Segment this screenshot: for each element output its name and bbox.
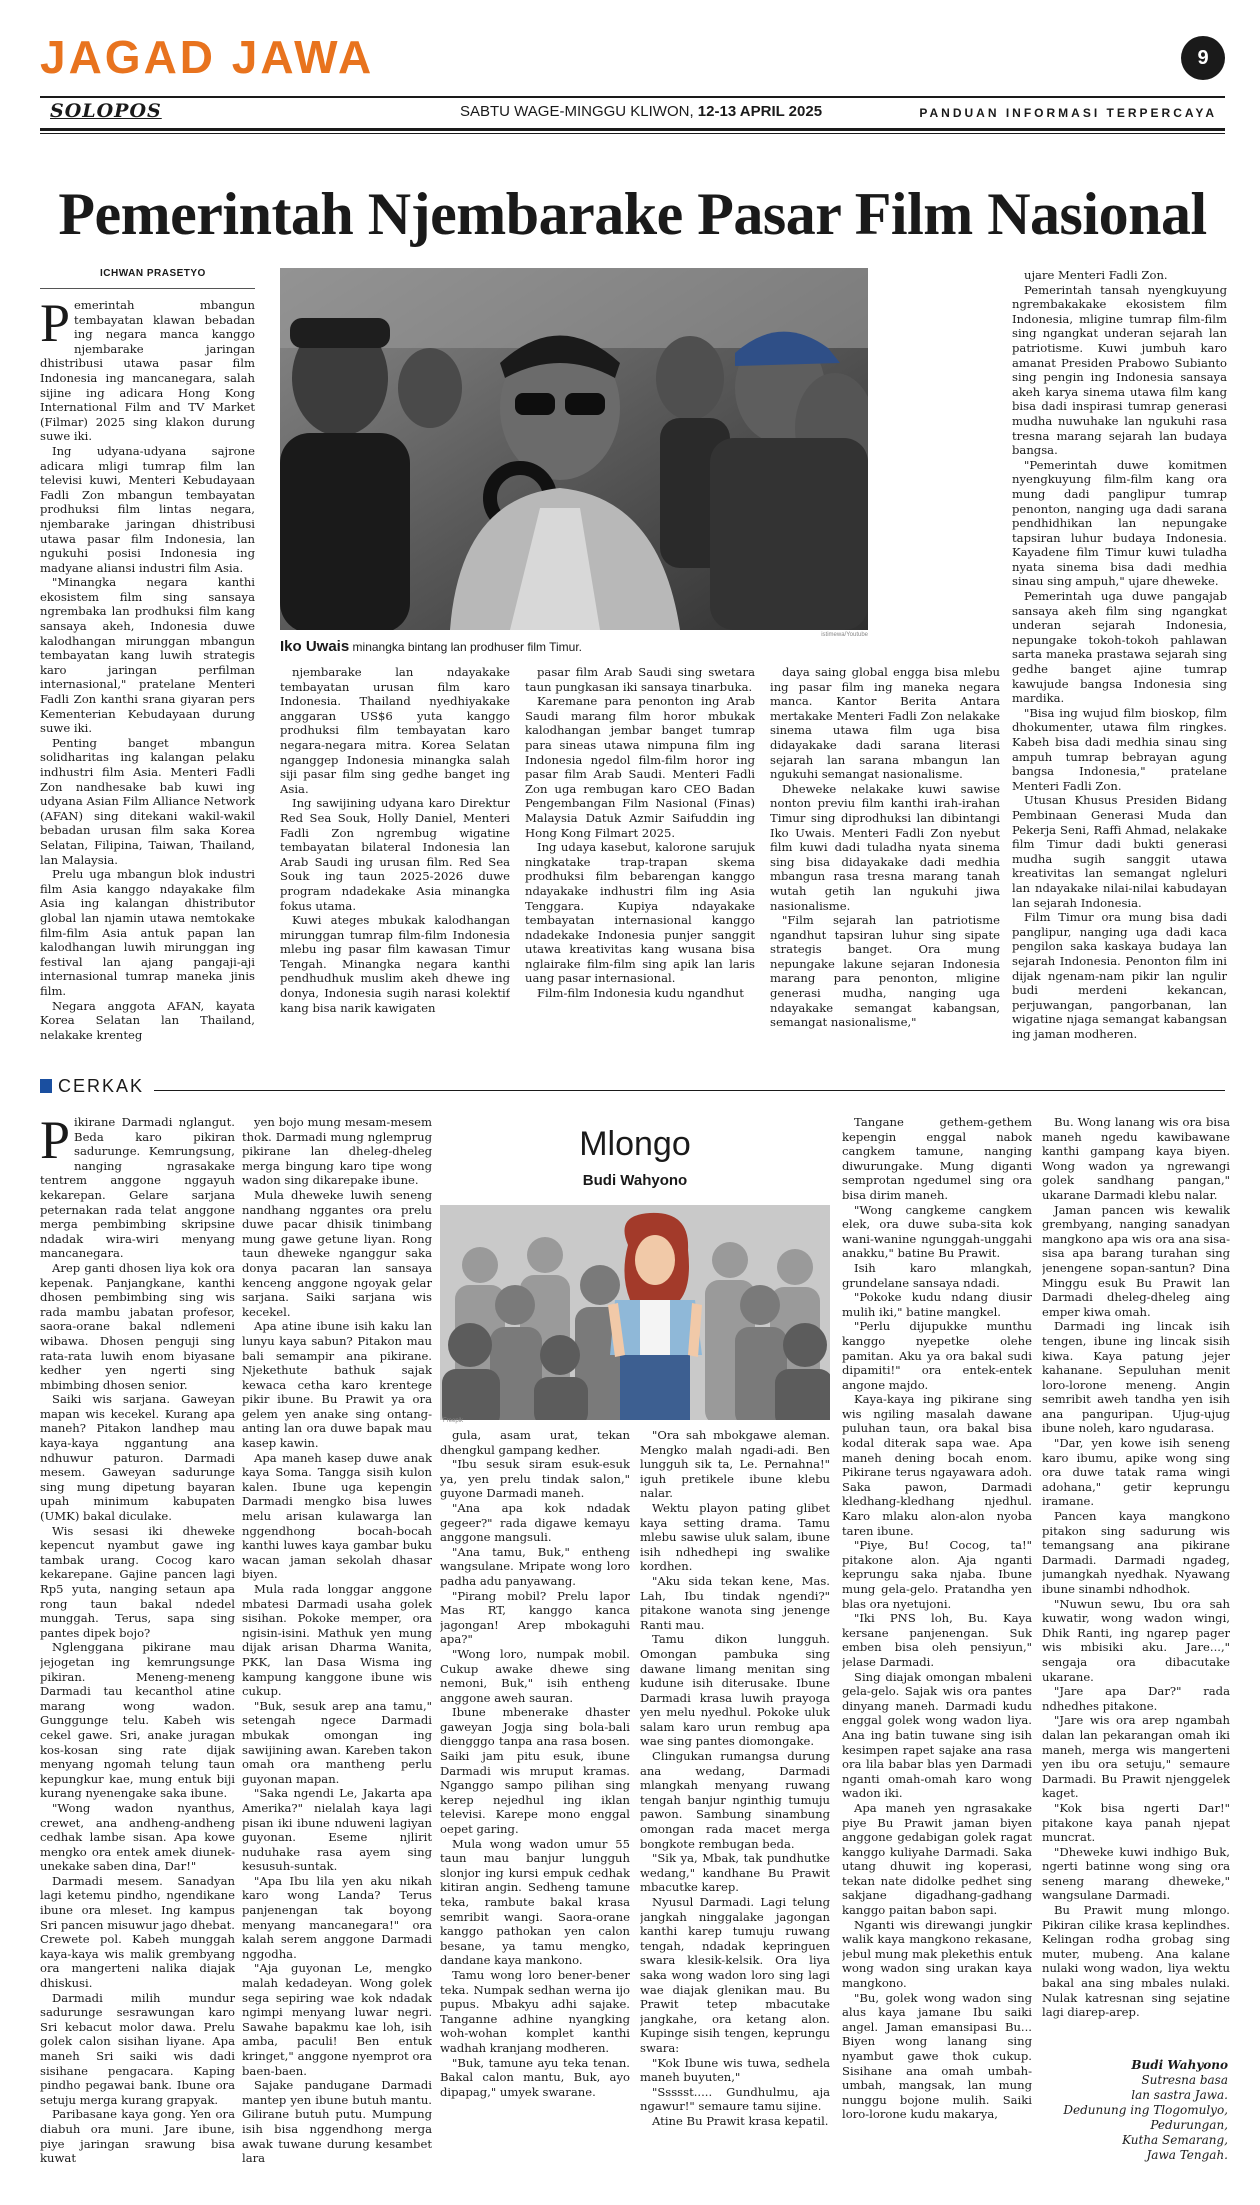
paragraph: "Minangka negara kanthi ekosistem film sing sansaya ngrembaka lan prodhuksi film kang sansaya akeh, Indonesia duwe kalodhangan mirunggan mbangun tembayatan kang luwih strategis karo jaringan perfilman internasional," pratelane Menteri Fadli Zon kanthi srana giyaran pers Kementerian Kebudayaan durung suwe iki. (40, 575, 255, 736)
page-number-badge: 9 (1181, 36, 1225, 80)
paragraph: Utusan Khusus Presiden Bidang Pembinaan Generasi Muda dan Pekerja Seni, Raffi Ahmad, nelakake film Timur dadi bukti generasi mudha sugih sanggit utawa kreativitas lan semangat ngleluri lan ndayakake nilai-nilai kabudayan lan sejarah Indonesia. (1012, 793, 1227, 910)
paragraph: Karemane para penonton ing Arab Saudi marang film horor mbukak kalodhangan jembar banget tumrap para sineas utawa nimpuna film ing Indonesia ngedol film-film horor ing pasar film Arab Saudi. Menteri Fadli Zon uga rembugan karo CEO Badan Pengembangan Film Nasional (Finas) Malaysia Datuk Azmir Saifuddin ing Hong Kong Filmart 2025. (525, 694, 755, 840)
paragraph: "Film sejarah lan patriotisme ngandhut tapsiran luhur sing sipate strategis banget. Ora mung nepungake lakune sejaran Indonesia marang para penonton, mligine generasi mudha, nanging uga ndayakake semangat kabangsan, semangat nasionalisme," (770, 913, 1000, 1030)
paragraph: Nglenggana pikirane mau jejogetan ing kemrungsunge pikiran. Meneng-meneng Darmadi tau kecanthol atine marang wong wadon. Gunggunge telu. Kabeh wis cekel gawe. Sri, anake juragan kos-kosan sing rate dijak menyang ngomah telung taun kepungkur kae, mung entuk biji kurang nyenengake saka ibune. (40, 1640, 235, 1801)
paragraph: "Piye, Bu! Cocog, ta!" pitakone alon. Aja nganti keprungu saka njaba. Ibune mung gela-gelo. Pratandha yen blas ora nyetujoni. (842, 1538, 1032, 1611)
photo-film-crew (280, 268, 868, 630)
paragraph: "Pemerintah duwe komitmen nyengkuyung film-film kang ora mung dadi panglipur tumrap penonton, nanging uga dadi sarana pendhidhikan lan nepungake tapsiran luhur budaya Indonesia. Kayadene film Timur kuwi tuladha nyata sinema bisa dadi medhia sinau sing ampuh," ujare dheweke. (1012, 457, 1227, 589)
paragraph: Apa maneh yen ngrasakake piye Bu Prawit jaman biyen anggone gedabigan golek ragat kanggo kuliyahe Darmadi. Saka utang dhuwit ing koperasi, tekan nate didolke pedhet sing sakjane digadhang-gadhang kanggo paitan babon sapi. (842, 1800, 1032, 1918)
story-column-3 (440, 1428, 630, 2200)
paragraph: "Jare apa Dar?" rada ndhedhes pitakone. (1042, 1684, 1230, 1713)
paragraph: Isih karo mlangkah, grundelane sansaya ndadi. (842, 1260, 1032, 1290)
date-prefix: SABTU WAGE-MINGGU KLIWON, (460, 103, 694, 120)
paragraph: Atine Bu Prawit krasa kepatil. (652, 2113, 829, 2128)
paragraph: Nganti wis direwangi jungkir walik kaya mangkono rekasane, jebul mung mak plekethis entuk wong wadon sing urakan kaya mangkono. (842, 1917, 1032, 1991)
paragraph: "Buk, tamune ayu teka tenan. Bakal calon mantu, Buk, ayo dipapag," umyek swarane. (440, 2055, 630, 2099)
paragraph: Mula wong wadon umur 55 taun mau banjur lungguh slonjor ing kursi empuk cedhak kitiran angin. Sedheng tamune teka, rambute bakal krasa semribit wangi. Saora-orane kanggo pathokan yen calon besane, ya tamu mengko, dandane kaya mankono. (440, 1836, 630, 1968)
paragraph: Penting banget mbangun solidharitas ing kalangan pelaku indhustri film Asia. Menteri Fadli Zon nandhesake bab kuwi ing udyana Asian Film Alliance Network (AFAN) sing ditekani wakil-wakil bebadan urusan film saka Korea Selatan, Filipina, Taiwan, Thailand, lan Malaysia. (40, 735, 255, 867)
article-column-3 (525, 665, 755, 1050)
paragraph: Nyusul Darmadi. Lagi telung jangkah ninggalake jagongan kanthi karep tumuju ruwang tengah, ndadak kepringuen swara klesik-kelsik. Ora liya saka wong wadon loro sing lagi wae diajak glenikan mau. Bu Prawit tetep mbacutake jangkahe, ora ketang alon. Kupinge sisih tengen, keprungu swara: (640, 1895, 830, 2055)
section-label (40, 1076, 154, 1097)
paragraph: "Ana tamu, Buk," entheng wangsulane. Mripate wong loro padha adu panyawang. (440, 1544, 630, 1588)
illustration-credit: Freepik (443, 1418, 464, 1424)
paragraph: Tangane gethem-gethem kepengin enggal nabok cangkem tamune, nanging diwurungake. Mung diganti semprotan ngedumel sing ora bisa dirim maneh. (842, 1115, 1032, 1202)
paragraph: Pemerintah uga duwe pangajab sansaya akeh film sing ngangkat underan sejarah Indonesia, nepungake tokoh-tokoh pahlawan sarta maneka prastawa sejarah sing gedhe banget ajine tumrap kawujude bangsa Indonesia sing mardika. (1012, 589, 1227, 706)
section-label-text: CERKAK (58, 1076, 145, 1096)
paragraph: "Dar, yen kowe isih seneng karo ibumu, apike wong sing ora duwe tatak rama wingi adohana," getir keprungu iramane. (1042, 1436, 1230, 1509)
paragraph: Sing diajak omongan mbaleni gela-gelo. Sajak wis ora pantes dinyang maneh. Darmadi kudu enggal golek wong wadon liya. Ana ing batin tuwane sing isih kesimpen rapet sajake ana rasa ora lila babar blas yen Darmadi nganti omah-omah karo wong wadon iki. (842, 1669, 1032, 1801)
header-rule-thin (40, 133, 1225, 134)
paragraph: Kaya-kaya ing pikirane sing wis ngiling masalah dawane puluhan taun, ora bakal bisa kodal diterak sapa wae. Apa maneh dening bocah enom. Pikirane terus ngayawara adoh. Saka pawon, Darmadi kledhang-kledhang njedhul. Karo mlaku alon-alon nyoba taren ibune. (842, 1392, 1032, 1538)
dateline (460, 103, 822, 120)
paragraph: "Ora sah mbokgawe aleman. Mengko malah ngadi-adi. Ben lungguh sik ta, Le. Pernahna!" iguh pretikele ibune klebu nalar. (640, 1428, 830, 1501)
drop-cap: P (40, 1115, 71, 1170)
paragraph: "Wong loro, numpak mobil. Cukup awake dhewe sing nemoni, Buk," isih entheng anggone aweh sauran. (440, 1646, 630, 1705)
paragraph: Bu Prawit mung mlongo. Pikiran cilike krasa keplindhes. Kelingan rodha grobag sing muter, mubeng. Ana kalane nulaki wong wadon, liya wektu bakal ana sing mbales nulaki. Nulak katresnan sing sejatine lagi diarep-arep. (1042, 1903, 1230, 2020)
signature-line: Jawa Tengah. (1146, 2148, 1228, 2162)
paragraph: "Perlu dijupukke munthu kanggo nyepetke olehe pamitan. Aku ya ora bakal sudi dipamiti!" ora entek-entek angone majdo. (842, 1319, 1032, 1392)
article-column-2 (280, 665, 510, 1050)
paragraph: Darmadi mesem. Sanadyan lagi ketemu pindho, ngendikane ibune ora mleset. Ing kampus Sri pancen misuwur jago dhebat. Crewete pol. Kabeh munggah kaya-kaya wis malik grembyang ora mangerteni nalika diajak dhiskusi. (40, 1873, 235, 1991)
paragraph: "Aku sida tekan kene, Mas. Lah, Ibu tindak ngendi?" pitakone wanota sing jenenge Ranti mau. (640, 1573, 830, 1632)
story-column-5 (842, 1115, 1032, 2200)
signature-line: Dedunung ing Tlogomulyo, (1063, 2103, 1228, 2117)
paragraph: Darmadi ing lincak isih tengen, ibune ing lincak sisih kiwa. Kaya patung jejer kahanane. Sepuluhan menit loro-lorone meneng. Angin semribit aweh tandha yen isih ana panguripan. Ujug-ujug ibune noleh, karo ngudarasa. (1042, 1319, 1230, 1436)
paragraph: "Saka ngendi Le, Jakarta apa Amerika?" nielalah kaya lagi pisan iki ibune nduweni lagiyan guyonan. Eseme njlirit nuduhake rasa ayem sing kesusuh-suntak. (242, 1786, 432, 1874)
paragraph: Ing udyana-udyana sajrone adicara mligi tumrap film lan televisi kuwi, Menteri Kebudayaan Fadli Zon mbangun tembayatan prodhuksi film lintas negara, njembarake jaringan dhistribusi utawa pasar film Indonesia, lan ngukuhi posisi Indonesia ing madyane aliansi industri film Asia. (40, 443, 255, 575)
story-column-4 (640, 1428, 830, 2200)
paragraph: "Kok bisa ngerti Dar!" pitakone kaya panah njepat muncrat. (1042, 1800, 1230, 1845)
paragraph: Apa atine ibune isih kaku lan lunyu kaya sabun? Pitakon mau bali semampir ana pikirane. Njekethute bathuk sajak kewaca cetha karo krentege pikir ibune. Bu Prawit ya ora gelem yen anake sing ontang-anting lan ora duwe bapak mau kasep kawin. (242, 1319, 432, 1451)
paragraph: Negara anggota AFAN, kayata Korea Selatan lan Thailand, nelakake krenteg (40, 998, 255, 1042)
story-signature (1060, 2058, 1228, 2163)
signature-line: Sutresna basa (1141, 2073, 1228, 2087)
paragraph: ujare Menteri Fadli Zon. (1024, 268, 1168, 282)
paragraph: "Nuwun sewu, Ibu ora sah kuwatir, wong wadon wingi, Dhik Ranti, ing ngarep pager wis mbisiki aku. Jare...," sengaja ora dibacutake ukarane. (1042, 1596, 1230, 1684)
paragraph: Apa maneh kasep duwe anak kaya Soma. Tangga sisih kulon kalen. Ibune uga kepengin Darmadi mengko bisa luwes melu arisan kulawarga lan nggendhong bocah-bocah kanthi luwes kaya gambar buku wacan jaman sekolah dhasar biyen. (242, 1450, 432, 1582)
illustration-crowd (440, 1205, 830, 1420)
paragraph: Dheweke nelakake kuwi sawise nonton previu film kanthi irah-irahan Timur sing diprodhuksi lan dibintangi Iko Uwais. Menteri Fadli Zon nyebut film kuwi dadi tuladha nyata sinema sing bisa didayakake dadi medhia mbangun rasa tresna marang tanah wutah getih lan ngukuhi jiwa nasionalisme. (770, 781, 1000, 913)
signature-lines (1060, 2073, 1228, 2163)
paragraph: "Ana apa kok ndadak gegeer?" rada digawe kemayu anggone mangsuli. (440, 1500, 630, 1545)
paragraph: pasar film Arab Saudi sing swetara taun pungkasan iki sansaya tinarbuka. (525, 665, 755, 694)
drop-cap: P (40, 298, 71, 353)
paragraph: Pemerintah mbangun tembayatan klawan bebadan ing negara manca kanggo njembarake jaringan dhistribusi utawa pasar film Indonesia ing mancanegara, salah sijine ing adicara Hong Kong International Film and TV Market (Filmar) 2025 sing klakon durung suwe iki. (40, 298, 255, 444)
section-rule (40, 1090, 1225, 1091)
paragraph: "Sik ya, Mbak, tak pundhutke wedang," kandhane Bu Prawit mbacutke karep. (640, 1851, 830, 1895)
paragraph: Saiki wis sarjana. Gaweyan mapan wis kecekel. Kurang apa maneh? Pitakon landhep mau kaya-kaya nggantung ana ndhuwur paturon. Darmadi mesem. Gaweyan sadurunge sing mung dipetung bayaran upah minimum kabupaten (UMK) bakal diculake. (40, 1392, 235, 1524)
article-column-4 (770, 665, 1000, 1050)
paragraph: Pemerintah tansah nyengkuyung ngrembakakake ekosistem film Indonesia, mligine tumrap film-film sing ngangkat underan sejarah lan patriotisme. Kuwi jumbuh karo amanat Presiden Prabowo Subianto sing pengin ing Indonesia sansaya akeh karya sinema utawa film kang bisa dadi inspirasi tumrap generasi mudha nuwuhake lan ngukuhi rasa tresna marang sejarah lan budaya bangsa. (1012, 282, 1227, 458)
signature-line: Pedurungan, (1150, 2118, 1228, 2132)
paragraph: Darmadi milih mundur sadurunge sesrawungan karo Sri kebacut molor dawa. Prelu golek calon sisihan liyane. Apa maneh Sri saiki wis dadi sisihane pengacara. Kaping pindho pegawai bank. Ibune ora setuju merga kurang grapyak. (40, 1990, 235, 2107)
paragraph: "Jare wis ora arep ngambah dalan lan pekarangan omah iki maneh, merga wis mangerteni yen ibu ora setuju," semaure Darmadi. Bu Prawit njenggelek kaget. (1042, 1713, 1230, 1801)
paragraph: gula, asam urat, tekan dhengkul gampang kedher. (440, 1428, 630, 1457)
paragraph: Mula dheweke luwih seneng nandhang nggantes ora prelu duwe pacar dhisik tinimbang mung gawe getune liyan. Rong taun dheweke nganggur saka donya pacaran lan sansaya kenceng anggone ngoyak gelar sarjana. Saiki sarjana wis kecekel. (242, 1187, 432, 1319)
rubric-title: JAGAD JAWA (40, 31, 375, 83)
paragraph: "Bu, golek wong wadon sing alus kaya jamane Ibu saiki angel. Jaman emansipasi Bu... Biyen wong lanang sing nyambut gawe thok cukup. Sisihane ana omah umbah-umbah, mangsak, lan mung nunggu bojone mulih. Saiki loro-lorone kudu makarya, (842, 1990, 1032, 2122)
story-illustration (440, 1205, 830, 1420)
paragraph: Film-film Indonesia kudu ngandhut (537, 986, 744, 1001)
paragraph: Arep ganti dhosen liya kok ora kepenak. Panjangkane, kanthi dhosen pembimbing sing wis rada mambu jabatan profesor, saora-orane bakal ndlemeni wibawa. Dhosen penguji sing rata-rata luwih enom biyasane kedher yen ngerti sing mbimbing dhosen senior. (40, 1260, 235, 1392)
article-column-5 (1012, 268, 1227, 1048)
article-column-1 (40, 298, 255, 1048)
header-rule-thick (40, 128, 1225, 131)
story-author: Budi Wahyono (582, 1172, 688, 1189)
section-marker-icon (40, 1079, 52, 1093)
photo-caption (280, 638, 868, 655)
story-column-2 (242, 1115, 432, 2200)
paragraph: "Dheweke kuwi indhigo Buk, ngerti batinne wong sing ora seneng marang dheweke," wangsulane Darmadi. (1042, 1844, 1230, 1903)
paragraph: "Bisa ing wujud film bioskop, film dhokumenter, utawa film ringkes. Kabeh bisa dadi medhia sinau sing ampuh tumrap bebrayan agung bangsa Indonesia," pratelane Menteri Fadli Zon. (1012, 705, 1227, 793)
paragraph: Kuwi ateges mbukak kalodhangan mirunggan tumrap film-film Indonesia mlebu ing pasar film kawasan Timur Tengah. Minangka negara kanthi pendhudhuk muslim akeh dhewe ing donya, Indonesia sugih narasi kolektif kang bisa narik kawigaten (280, 913, 510, 1015)
paragraph: "Wong cangkeme cangkem elek, ora duwe suba-sita kok wani-wanine ngunggah-unggahi anakku," batine Bu Prawit. (842, 1202, 1032, 1261)
tagline: PANDUAN INFORMASI TERPERCAYA (919, 106, 1217, 120)
brand-logo: SOLOPOS (50, 100, 162, 122)
paragraph: Tamu dikon lungguh. Omongan pambuka sing dawane limang menitan sing kudune isih diterusake. Ibune Darmadi krasa luwih prayoga yen melu nyedhul. Pokoke uluk salam karo urun rembug apa wae sing pantes diomongake. (640, 1632, 830, 1749)
article-byline: ICHWAN PRASETYO (100, 268, 206, 279)
caption-name: Iko Uwais (280, 638, 350, 655)
signature-name: Budi Wahyono (1131, 2058, 1228, 2072)
paragraph: "Ssssst..... Gundhulmu, aja ngawur!" semaure tamu sijine. (640, 2084, 830, 2114)
paragraph: "Ibu sesuk siram esuk-esuk ya, yen prelu tindak salon," guyone Darmadi maneh. (440, 1457, 630, 1501)
paragraph: "Aja guyonan Le, mengko malah kedadeyan. Wong golek sega sepiring wae kok ndadak ngimpi menyang luwar negri. Sawahe bapakmu kae loh, isih amba, paculi! Ben entuk kringet," anggone nyemprot ora baen-baen. (242, 1961, 432, 2078)
paragraph: daya saing global engga bisa mlebu ing pasar film ing maneka negara manca. Kantor Berita Antara mertakake Menteri Fadli Zon nelakake sinema utawa film uga bisa didayakake dadi sarana literasi sejarah lan sarana mbangun lan ngukuhi semangat nasionalisme. (770, 665, 1000, 782)
paragraph: njembarake lan ndayakake tembayatan urusan film karo Indonesia. Thailand nyedhiyakake anggaran US$6 yuta kanggo prodhuksi film tembayatan karo negara-negara mitra. Korea Selatan nganggep Indonesia minangka salah siji pasar film sing gedhe banget ing Asia. (280, 665, 510, 796)
paragraph: Mula rada longgar anggone mbatesi Darmadi usaha golek sisihan. Pokoke memper, ora ngisin-isini. Mathuk yen mung dijak arisan Dharma Wanita, PKK, lan Dasa Wisma ing kampung kanggone ibune wis cukup. (242, 1582, 432, 1699)
paragraph: Pancen kaya mangkono pitakon sing sadurung wis temangsang ana pikirane Darmadi. Darmadi ngadeg, jumangkah nyedhak. Nyawang ibune sinambi ndhodhok. (1042, 1509, 1230, 1596)
paragraph: Sajake pandugane Darmadi mantep yen ibune butuh mantu. Gilirane butuh putu. Mumpung isih bisa nggendhong merga awak tuwane durung kesambet lara (242, 2078, 432, 2166)
paragraph: "Kok Ibune wis tuwa, sedhela maneh buyuten," (640, 2055, 830, 2085)
paragraph: Wektu playon pating glibet kaya setting drama. Tamu mlebu sawise uluk salam, ibune isih ndhedhepi ing swalike kordhen. (640, 1500, 830, 1574)
signature-line: Kutha Semarang, (1122, 2133, 1228, 2147)
paragraph: "Wong wadon nyanthus, crewet, ana andheng-andheng cedhak lambe sisan. Apa kowe mengko ora entek amek diunek-unekake saben dina, Dar!" (40, 1800, 235, 1874)
paragraph: yen bojo mung mesam-mesem thok. Darmadi mung nglemprug pikirane lan dheleg-dheleg merga bingung karo tipe wong wadon sing dikarepake ibune. (242, 1115, 432, 1188)
paragraph: Ibune mbenerake dhaster gaweyan Jogja sing bola-bali diengggo tanpa ana rasa bosen. Saiki jam pitu esuk, ibune Darmadi wis mruput kramas. Nganggo sampo pilihan sing kerep nejedhul ing iklan televisi. Karepe mono enggal oepet garing. (440, 1705, 630, 1837)
article-headline: Pemerintah Njembarake Pasar Film Nasional (58, 181, 1207, 247)
paragraph: Paribasane kaya gong. Yen ora diabuh ora muni. Jare ibune, piye jaringan srawung bisa kuwat (40, 2107, 235, 2166)
masthead (40, 30, 1225, 140)
paragraph: Wis sesasi iki dheweke kepencut nyambut gawe ing tambak urang. Cocog karo kekarepane. Gajine pancen lagi Rp5 yuta, nanging setaun apa rong taun bakal ndedel munggah. Terus, sapa sing pantes dipek bojo? (40, 1523, 235, 1640)
paragraph: "Buk, sesuk arep ana tamu," setengah ngece Darmadi mbukak omongan ing sawijining awan. Kareben takon omah ora mantheng perlu guyonan mapan. (242, 1698, 432, 1786)
paragraph: Jaman pancen wis kewalik grembyang, nanging sanadyan mangkono apa wis ora ana sisa-sisa apa barang turahan sing jenengene sopan-santun? Dina Minggu esuk Bu Prawit lan Darmadi dheleg-dheleg aing emper kiwa omah. (1042, 1202, 1230, 1319)
story-column-6 (1042, 1115, 1230, 2055)
paragraph: Film Timur ora mung bisa dadi panglipur, nanging uga dadi kaca pengilon saka kaskaya budaya lan sejarah Indonesia. Penonton film ini dijak ngenam-nam pikir lan ngulir budi merdeni kekancan, perjuwangan, pangorbanan, lan wigatine njaga semangat kabangsan ing jaman modheren. (1012, 910, 1227, 1041)
paragraph: "Pokoke kudu ndang diusir mulih iki," batine mangkel. (842, 1290, 1032, 1319)
paragraph: Ing sawijining udyana karo Direktur Red Sea Souk, Holly Daniel, Menteri Fadli Zon ngrembug wigatine tembayatan bilateral Indonesia lan Arab Saudi ing urusan film. Red Sea Souk ing taun 2025-2026 duwe program ndadekake Asia minangka fokus utama. (280, 796, 510, 913)
paragraph: Clingukan rumangsa durung ana wedang, Darmadi mlangkah menyang ruwang tengah banjur nginthig tumuju pawon. Sambung sinambung omongan rada macet merga bongkote rembugan beda. (640, 1749, 830, 1851)
date-value: 12-13 APRIL 2025 (697, 103, 823, 120)
paragraph: Ing udaya kasebut, kalorone sarujuk ningkatake trap-trapan skema prodhuksi film bebarengan kanggo ndayakake indhustri film ing Asia Tenggara. Kupiya ndayakake tembayatan internasional kanggo ndadekake Indonesia punjer sanggit utawa kreativitas kang wusana bisa nglairake film-film sing apik lan laris uang pasar internasional. (525, 840, 755, 986)
paragraph: Tamu wong loro bener-bener teka. Numpak sedhan werna ijo pupus. Mbakyu adhi sajake. Tanganne adhine nyangking woh-wohan komplet kanthi wadhah kranjang modheren. (440, 1967, 630, 2055)
paragraph: "Iki PNS loh, Bu. Kaya kersane panjenengan. Suk emben bisa oleh pensiyun," jelase Darmadi. (842, 1611, 1032, 1669)
byline-rule (40, 288, 255, 289)
signature-line: lan sastra Jawa. (1131, 2088, 1228, 2102)
paragraph: Prelu uga mbangun blok industri film Asia kanggo ndayakake film Asia ing kalangan dhistributor global lan njamin utawa nemtokake film-film Asia antuk papan lan kalodhangan luwih mirunggan ing festival lan ajang pangaji-aji internasional tumrap maneka jinis film. (40, 867, 255, 998)
paragraph: "Pirang mobil? Prelu lapor Mas RT, kanggo kanca jagongan! Arep mbokaguhi apa?" (440, 1588, 630, 1647)
paragraph: Pikirane Darmadi nglangut. Beda karo pikiran sadurunge. Kemrungsung, nanging ngrasakake tentrem anggone nggayuh kekarepan. Gelare sarjana peternakan rada telat anggone merga pembimbing skripsine ndadak wira-wiri menyang mancanegara. (40, 1115, 235, 1261)
paragraph: Bu. Wong lanang wis ora bisa maneh ngedu kawibawane kanthi gampang kaya biyen. Wong wadon ya ngrewangi golek sandhang pangan," ukarane Darmadi klebu nalar. (1042, 1115, 1230, 1202)
photo-credit: istimewa/Youtube (821, 632, 868, 638)
caption-text: minangka bintang lan prodhuser film Timur. (352, 640, 582, 654)
story-column-1 (40, 1115, 235, 2200)
story-title: Mlongo (579, 1125, 691, 1163)
paragraph: "Apa Ibu lila yen aku nikah karo wong Landa? Terus panjenengan tak boyong menyang mancanegara!" ora kalah serem anggone Darmadi nggodha. (242, 1873, 432, 1961)
article-photo (280, 268, 868, 630)
header-rule (40, 96, 1225, 98)
